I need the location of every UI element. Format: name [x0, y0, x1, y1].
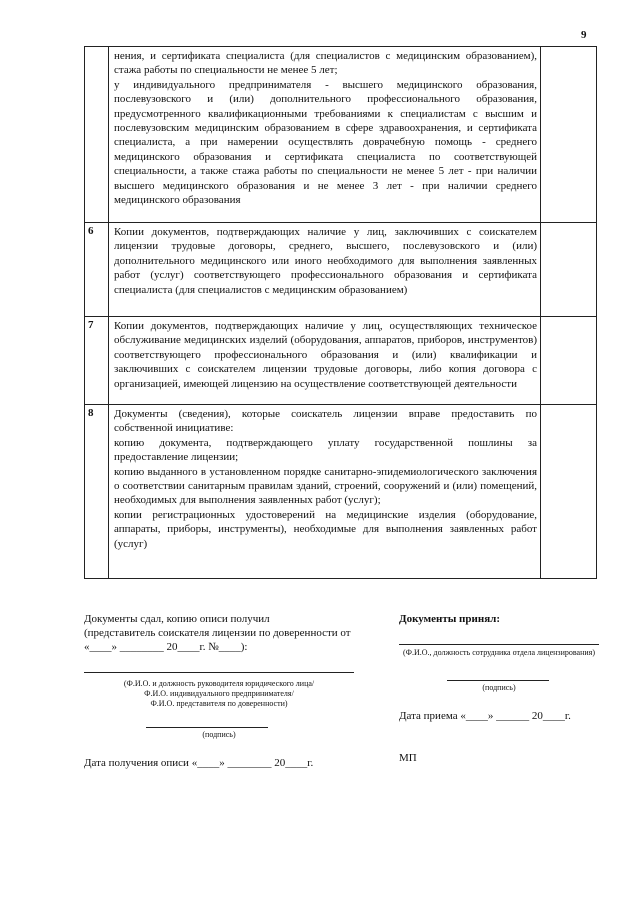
row-number: 6 [88, 225, 94, 237]
footer-right [399, 612, 599, 765]
row-text: Документы (сведения), которые соискатель лицензии вправе предоставить по собственной инициативе: копию документа, подтверждающего уплату государственной пошлины за предоставление лицензии; копию выданного в установленном порядке санитарно-эпидемиологического заключения о соответствии санитарным правилам зданий, строений, сооружений и (или) помещений, необходимых для выполнения заявленных работ (услуг); копии регистрационных удостоверений на медицинские изделия (оборудование, аппараты, приборы, инструменты), необходимые для выполнения заявленных работ (услуг) [114, 408, 537, 550]
row-text-cell [109, 223, 541, 317]
page-number: 9 [581, 29, 587, 41]
row-number: 8 [88, 407, 94, 419]
row-extra-cell [541, 223, 597, 317]
name-caption-3: Ф.И.О. представителя по доверенности) [150, 699, 288, 708]
official-signature-caption: (подпись) [482, 683, 516, 692]
row-text-cell [109, 405, 541, 579]
name-caption-1: (Ф.И.О. и должность руководителя юридического лица/ [123, 679, 315, 688]
row-number-cell [85, 47, 109, 223]
row-extra-cell [541, 47, 597, 223]
acceptance-date-line: Дата приема «____» ______ 20____г. [399, 710, 571, 722]
row-extra-cell [541, 405, 597, 579]
row-number: 7 [88, 319, 94, 331]
official-name-line [399, 626, 599, 645]
table-row [85, 223, 597, 317]
row-text-cell [109, 47, 541, 223]
table-row [85, 317, 597, 405]
signature-line [146, 709, 268, 728]
table-row [85, 47, 597, 223]
receipt-date-line: Дата получения описи «____» ________ 20____г. [84, 757, 314, 769]
official-signature-line [447, 658, 549, 681]
row-text: Копии документов, подтверждающих наличие у лиц, осуществляющих техническое обслуживание медицинских изделий (оборудования, аппаратов, приборов, инструментов) соответствующего профессионального образования и (или) квалификации и заключивших с соискателем лицензии трудовые договоры, либо копия договора с организацией, имеющей лицензию на осуществление соответствующей деятельности [114, 320, 537, 390]
row-text-cell [109, 317, 541, 405]
row-extra-cell [541, 317, 597, 405]
official-caption: (Ф.И.О., должность сотрудника отдела лицензирования) [403, 648, 595, 657]
footer-left [84, 612, 354, 770]
signature-caption: (подпись) [202, 730, 236, 739]
row-number-cell [85, 405, 109, 579]
row-number-cell [85, 317, 109, 405]
row-number [85, 47, 108, 49]
accepted-label: Документы принял: [399, 613, 500, 625]
row-number-cell [85, 223, 109, 317]
row-text: нения, и сертификата специалиста (для специалистов с медицинским образованием), стажа работы по специальности не менее 5 лет; у индивидуального предпринимателя - высшего медицинского образования, послевузовского и (или) дополнительного профессионального образования, предусмотренного квалификационными требованиями к специалистам с высшим и послевузовским медицинским образованием в сфере здравоохранения, и сертификата специалиста, а при намерении осуществлять доврачебную помощь - среднего медицинского образования и сертификата специалиста по соответствующей специальности, а также стажа работы по специальности не менее 5 лет - при наличии высшего медицинского образования и не менее 3 лет - при наличии среднего медицинского образования [114, 50, 537, 207]
name-caption-2: Ф.И.О. индивидуального предпринимателя/ [144, 689, 294, 698]
submitted-label: Документы сдал, копию описи получил [84, 613, 270, 625]
documents-table [84, 46, 596, 578]
table-row [85, 405, 597, 579]
name-field-line [84, 654, 354, 673]
row-text: Копии документов, подтверждающих наличие у лиц, заключивших с соискателем лицензии трудовые договоры, среднего, высшего, послевузовского и (или) дополнительного медицинского или иного необходимого для выполнения заявленных работ (услуг) соответствующего профессионального образования и сертификата специалиста (для специалистов с медицинским образованием) [114, 226, 537, 296]
stamp-label: МП [399, 752, 417, 764]
representative-line: (представитель соискателя лицензии по доверенности от «____» ________ 20____г. №____): [84, 627, 351, 653]
